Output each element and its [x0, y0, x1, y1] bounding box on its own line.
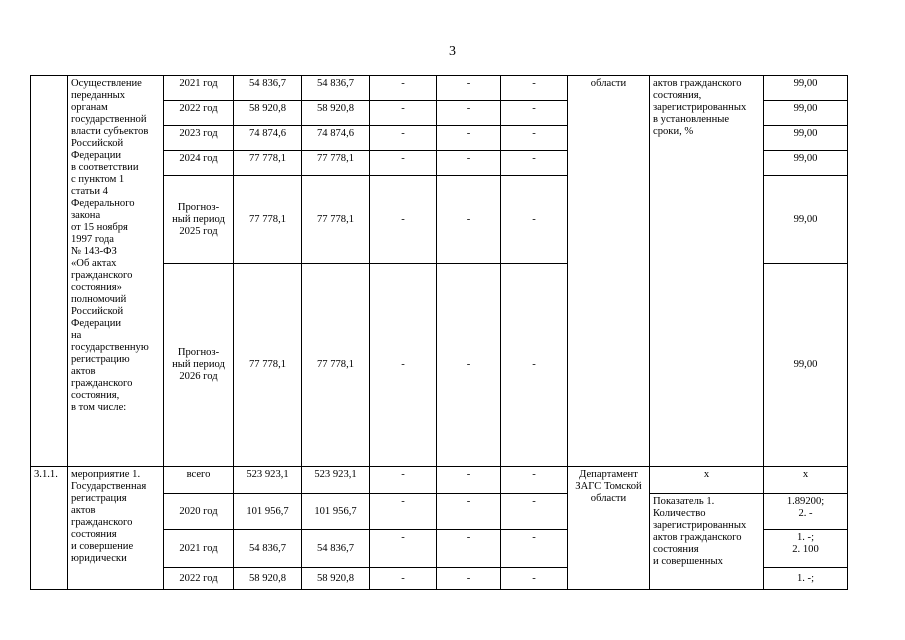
- period-cell: Прогноз- ный период 2026 год: [164, 264, 234, 467]
- regional-cell: -: [370, 264, 437, 467]
- other-cell: -: [501, 101, 568, 126]
- total-cell: 74 874,6: [234, 126, 302, 151]
- local-cell: -: [437, 264, 501, 467]
- total-cell: 54 836,7: [234, 76, 302, 101]
- other-cell: -: [501, 176, 568, 264]
- other-cell: -: [501, 494, 568, 530]
- local-cell: -: [437, 467, 501, 494]
- row-number: [31, 76, 68, 467]
- local-cell: -: [437, 126, 501, 151]
- total-cell: 54 836,7: [234, 530, 302, 568]
- federal-cell: 77 778,1: [302, 264, 370, 467]
- indicator-cell: Показатель 1. Количество зарегистрированных актов гражданского состояния и совершенных: [650, 494, 764, 590]
- period-cell: 2021 год: [164, 76, 234, 101]
- value-cell: 99,00: [764, 264, 848, 467]
- federal-cell: 77 778,1: [302, 151, 370, 176]
- local-cell: -: [437, 176, 501, 264]
- value-cell: 99,00: [764, 76, 848, 101]
- period-cell: всего: [164, 467, 234, 494]
- regional-cell: -: [370, 151, 437, 176]
- value-cell: 99,00: [764, 176, 848, 264]
- local-cell: -: [437, 151, 501, 176]
- activity-description: мероприятие 1. Государственная регистрация актов гражданского состояния и совершение юридически: [68, 467, 164, 590]
- indicator-total-cell: x: [650, 467, 764, 494]
- period-cell: 2020 год: [164, 494, 234, 530]
- other-cell: -: [501, 264, 568, 467]
- value-cell: 99,00: [764, 101, 848, 126]
- regional-cell: -: [370, 176, 437, 264]
- other-cell: -: [501, 151, 568, 176]
- executor-cell: области: [568, 76, 650, 467]
- regional-cell: -: [370, 494, 437, 530]
- period-cell: 2022 год: [164, 101, 234, 126]
- total-cell: 77 778,1: [234, 151, 302, 176]
- federal-cell: 58 920,8: [302, 568, 370, 590]
- other-cell: -: [501, 467, 568, 494]
- value-cell: 99,00: [764, 151, 848, 176]
- regional-cell: -: [370, 76, 437, 101]
- local-cell: -: [437, 530, 501, 568]
- federal-cell: 77 778,1: [302, 176, 370, 264]
- regional-cell: -: [370, 568, 437, 590]
- indicator-cell: актов гражданского состояния, зарегистрированных в установленные сроки, %: [650, 76, 764, 467]
- local-cell: -: [437, 494, 501, 530]
- activity-description: Осуществление переданных органам государственной власти субъектов Российской Федерации в соответствии с пунктом 1 статьи 4 Федерального закона от 15 ноября 1997 года № 143-ФЗ «Об актах гражданского состояния» полномочий Российской Федерации на государственную регистрацию актов гражданского состояния, в том числе:: [68, 76, 164, 467]
- table-row: [31, 467, 848, 494]
- total-cell: 77 778,1: [234, 264, 302, 467]
- period-cell: 2022 год: [164, 568, 234, 590]
- local-cell: -: [437, 568, 501, 590]
- total-cell: 101 956,7: [234, 494, 302, 530]
- federal-cell: 54 836,7: [302, 530, 370, 568]
- total-cell: 523 923,1: [234, 467, 302, 494]
- value-cell: x: [764, 467, 848, 494]
- total-cell: 58 920,8: [234, 101, 302, 126]
- total-cell: 77 778,1: [234, 176, 302, 264]
- federal-cell: 58 920,8: [302, 101, 370, 126]
- program-table: [30, 75, 848, 590]
- row-number: 3.1.1.: [31, 467, 68, 590]
- table-row: [31, 76, 848, 101]
- federal-cell: 101 956,7: [302, 494, 370, 530]
- local-cell: -: [437, 76, 501, 101]
- value-cell: 1. -;: [764, 568, 848, 590]
- federal-cell: 523 923,1: [302, 467, 370, 494]
- local-cell: -: [437, 101, 501, 126]
- regional-cell: -: [370, 467, 437, 494]
- period-cell: 2021 год: [164, 530, 234, 568]
- other-cell: -: [501, 76, 568, 101]
- period-cell: 2024 год: [164, 151, 234, 176]
- federal-cell: 74 874,6: [302, 126, 370, 151]
- executor-cell: Департамент ЗАГС Томской области: [568, 467, 650, 590]
- period-cell: 2023 год: [164, 126, 234, 151]
- federal-cell: 54 836,7: [302, 76, 370, 101]
- period-cell: Прогноз- ный период 2025 год: [164, 176, 234, 264]
- regional-cell: -: [370, 530, 437, 568]
- other-cell: -: [501, 530, 568, 568]
- regional-cell: -: [370, 101, 437, 126]
- value-cell: 1.89200; 2. -: [764, 494, 848, 530]
- other-cell: -: [501, 126, 568, 151]
- other-cell: -: [501, 568, 568, 590]
- value-cell: 99,00: [764, 126, 848, 151]
- regional-cell: -: [370, 126, 437, 151]
- page-number: 3: [449, 44, 456, 59]
- total-cell: 58 920,8: [234, 568, 302, 590]
- value-cell: 1. -; 2. 100: [764, 530, 848, 568]
